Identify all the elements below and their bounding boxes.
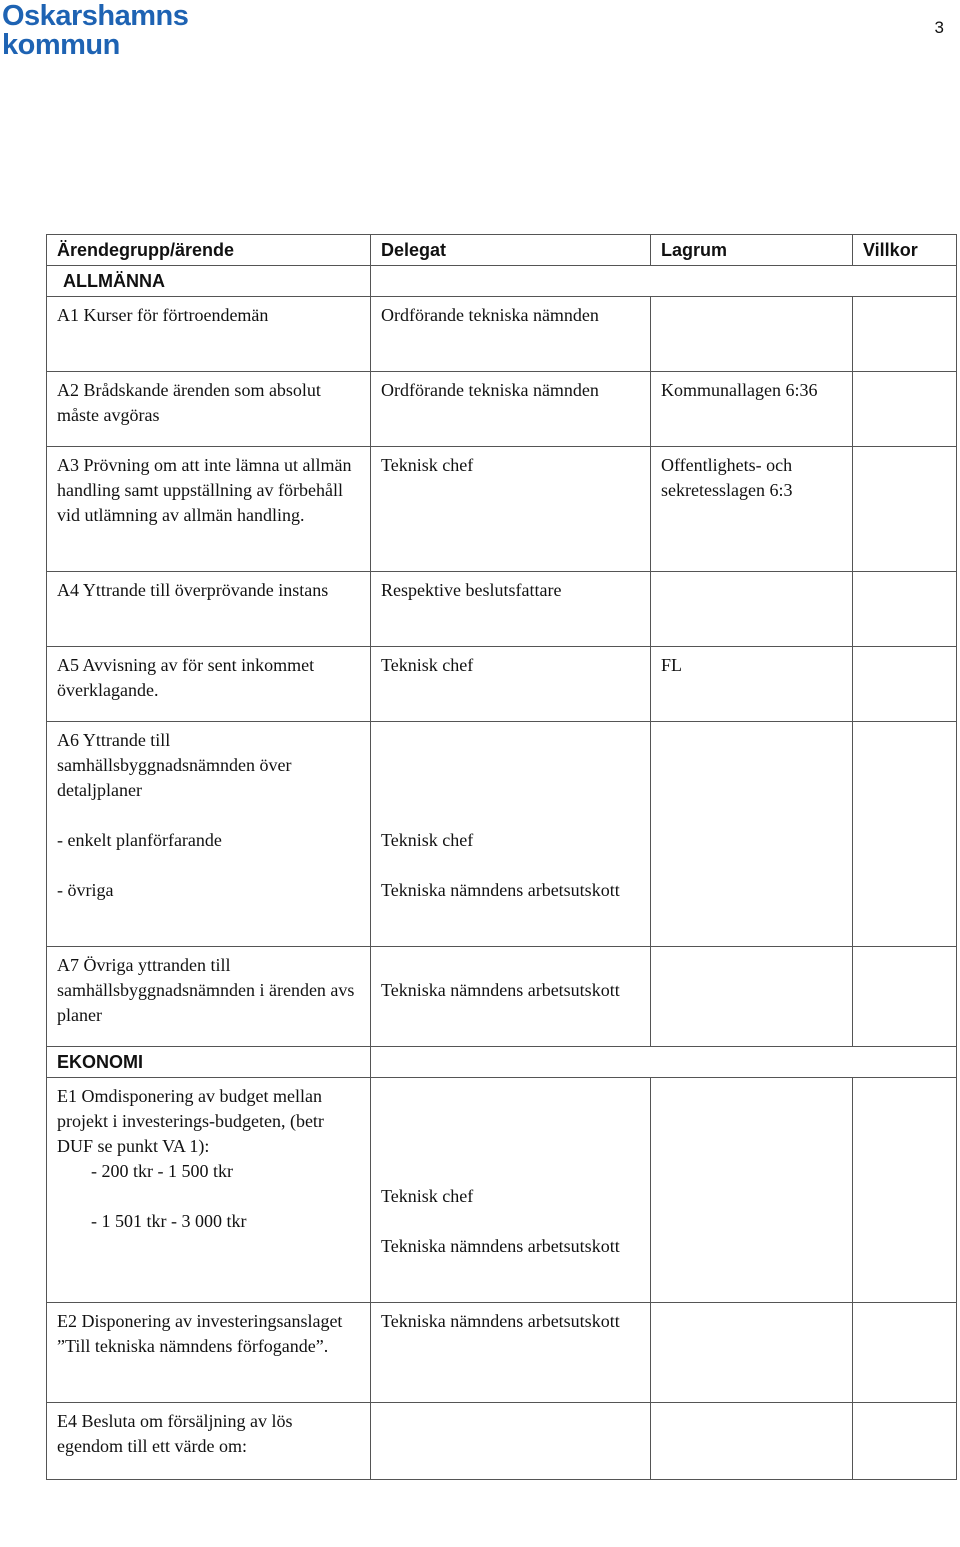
a6-sub-simple-delegat: Teknisk chef	[381, 830, 474, 850]
cell-arende: E4 Besluta om försäljning av lös egendom till ett värde om:	[47, 1403, 371, 1480]
column-header-lagrum: Lagrum	[651, 235, 853, 266]
cell-lagrum	[651, 297, 853, 372]
cell-arende: A5 Avvisning av för sent inkommet överklagande.	[47, 647, 371, 722]
cell-arende: A2 Brådskande ärenden som absolut måste avgöras	[47, 372, 371, 447]
table-row	[47, 447, 957, 572]
cell-arende: E2 Disponering av investeringsanslaget ”Till tekniska nämndens förfogande”.	[47, 1303, 371, 1403]
cell-villkor	[853, 572, 957, 647]
cell-lagrum	[651, 1303, 853, 1403]
cell-arende	[47, 1078, 371, 1303]
e1-sub-high: - 1 501 tkr - 3 000 tkr	[91, 1211, 247, 1231]
column-header-arende: Ärendegrupp/ärende	[47, 235, 371, 266]
logo-text-line2: kommun	[2, 29, 120, 61]
table-row	[47, 372, 957, 447]
table-row	[47, 572, 957, 647]
cell-lagrum	[651, 722, 853, 947]
table-row-e2	[47, 1303, 957, 1403]
logo-text-line1: Oskarshamns	[2, 0, 189, 32]
e1-sub-low-delegat: Teknisk chef	[381, 1186, 474, 1206]
a6-sub-simple: - enkelt planförfarande	[57, 830, 222, 850]
cell-delegat: Teknisk chef	[371, 647, 651, 722]
cell-lagrum	[651, 1078, 853, 1303]
e1-sub-low: - 200 tkr - 1 500 tkr	[91, 1161, 233, 1181]
cell-arende: A4 Yttrande till överprövande instans	[47, 572, 371, 647]
cell-villkor	[853, 447, 957, 572]
a6-sub-other: - övriga	[57, 880, 114, 900]
cell-villkor	[853, 1403, 957, 1480]
a6-sub-other-delegat: Tekniska nämndens arbetsutskott	[381, 880, 620, 900]
municipality-logo	[2, 2, 188, 60]
table-row-a6	[47, 722, 957, 947]
section-row-allmanna	[47, 266, 957, 297]
a6-title: A6 Yttrande till samhällsbyggnadsnämnden över detaljplaner	[57, 730, 292, 800]
cell-villkor	[853, 722, 957, 947]
cell-lagrum: Kommunallagen 6:36	[651, 372, 853, 447]
cell-lagrum: FL	[651, 647, 853, 722]
table-row-a7	[47, 947, 957, 1047]
column-header-villkor: Villkor	[853, 235, 957, 266]
table-row-e4	[47, 1403, 957, 1480]
cell-villkor	[853, 947, 957, 1047]
table-row	[47, 647, 957, 722]
cell-delegat	[371, 1078, 651, 1303]
cell-delegat: Teknisk chef	[371, 447, 651, 572]
section-title: ALLMÄNNA	[47, 266, 371, 297]
cell-villkor	[853, 647, 957, 722]
table-row	[47, 297, 957, 372]
e1-title: E1 Omdisponering av budget mellan projekt i investerings-budgeten, (betr DUF se punkt VA 1):	[57, 1086, 324, 1156]
cell-villkor	[853, 1303, 957, 1403]
column-header-delegat: Delegat	[371, 235, 651, 266]
cell-delegat: Ordförande tekniska nämnden	[371, 297, 651, 372]
cell-arende	[47, 722, 371, 947]
cell-arende: A7 Övriga yttranden till samhällsbyggnadsnämnden i ärenden avs planer	[47, 947, 371, 1047]
a7-delegat: Tekniska nämndens arbetsutskott	[381, 980, 620, 1000]
delegation-table	[46, 234, 957, 1480]
cell-lagrum	[651, 947, 853, 1047]
cell-villkor	[853, 372, 957, 447]
cell-delegat	[371, 1403, 651, 1480]
cell-arende: A3 Prövning om att inte lämna ut allmän handling samt uppställning av förbehåll vid utlämning av allmän handling.	[47, 447, 371, 572]
e1-sub-high-delegat: Tekniska nämndens arbetsutskott	[381, 1236, 620, 1256]
table-row-e1	[47, 1078, 957, 1303]
cell-arende: A1 Kurser för förtroendemän	[47, 297, 371, 372]
cell-delegat	[371, 722, 651, 947]
page-number: 3	[934, 18, 944, 37]
cell-villkor	[853, 1078, 957, 1303]
cell-lagrum: Offentlighets- och sekretesslagen 6:3	[651, 447, 853, 572]
section-row-ekonomi	[47, 1047, 957, 1078]
cell-delegat	[371, 947, 651, 1047]
cell-delegat: Respektive beslutsfattare	[371, 572, 651, 647]
cell-villkor	[853, 297, 957, 372]
section-title: EKONOMI	[47, 1047, 371, 1078]
cell-lagrum	[651, 1403, 853, 1480]
table-header-row	[47, 235, 957, 266]
cell-lagrum	[651, 572, 853, 647]
cell-delegat: Ordförande tekniska nämnden	[371, 372, 651, 447]
cell-delegat: Tekniska nämndens arbetsutskott	[371, 1303, 651, 1403]
